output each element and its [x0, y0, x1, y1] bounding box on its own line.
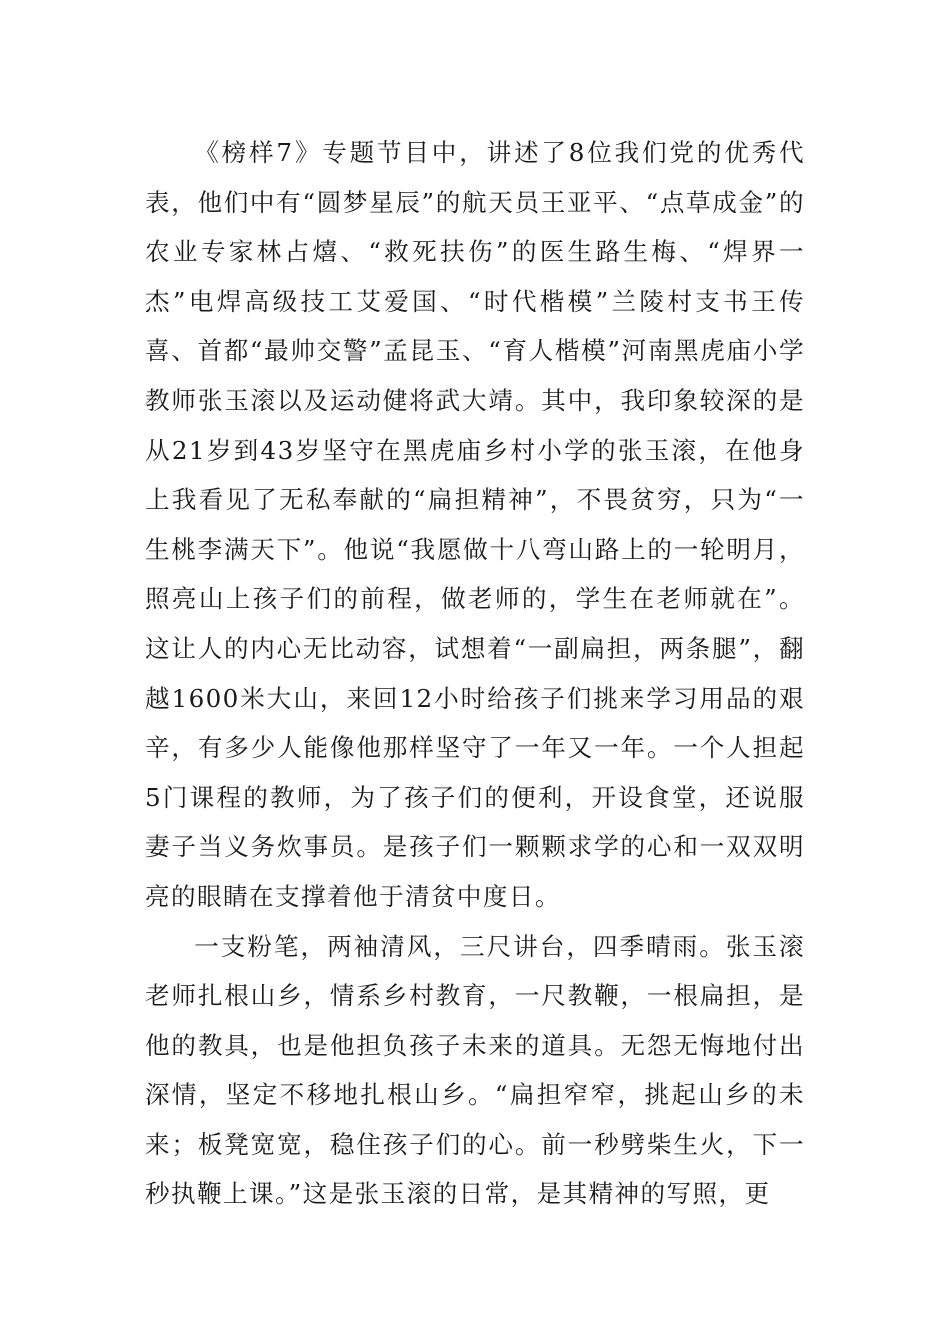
document-body	[145, 128, 805, 1219]
paragraph-2: 一支粉笔，两袖清风，三尺讲台，四季晴雨。张玉滚老师扎根山乡，情系乡村教育，一尺教鞭，一根扁担，是他的教具，也是他担负孩子未来的道具。无怨无悔地付出深情，坚定不移地扎根山乡。“扁担窄窄，挑起山乡的未来；板凳宽宽，稳住孩子们的心。前一秒劈柴生火，下一秒执鞭上课。”这是张玉滚的日常，是其精神的写照，更	[145, 931, 805, 1209]
paragraph-1: 《榜样7》专题节目中，讲述了8位我们党的优秀代表，他们中有“圆梦星辰”的航天员王亚平、“点草成金”的农业专家林占熺、“救死扶伤”的医生路生梅、“焊界一杰”电焊高级技工艾爱国、“时代楷模”兰陵村支书王传喜、首都“最帅交警”孟昆玉、“育人楷模”河南黑虎庙小学教师张玉滚以及运动健将武大靖。其中，我印象较深的是从21岁到43岁坚守在黑虎庙乡村小学的张玉滚，在他身上我看见了无私奉献的“扁担精神”，不畏贫穷，只为“一生桃李满天下”。他说“我愿做十八弯山路上的一轮明月，照亮山上孩子们的前程，做老师的，学生在老师就在”。这让人的内心无比动容，试想着“一副扁担，两条腿”，翻越1600米大山，来回12小时给孩子们挑来学习用品的艰辛，有多少人能像他那样坚守了一年又一年。一个人担起5门课程的教师，为了孩子们的便利，开设食堂，还说服妻子当义务炊事员。是孩子们一颗颗求学的心和一双双明亮的眼睛在支撑着他于清贫中度日。	[145, 138, 805, 911]
